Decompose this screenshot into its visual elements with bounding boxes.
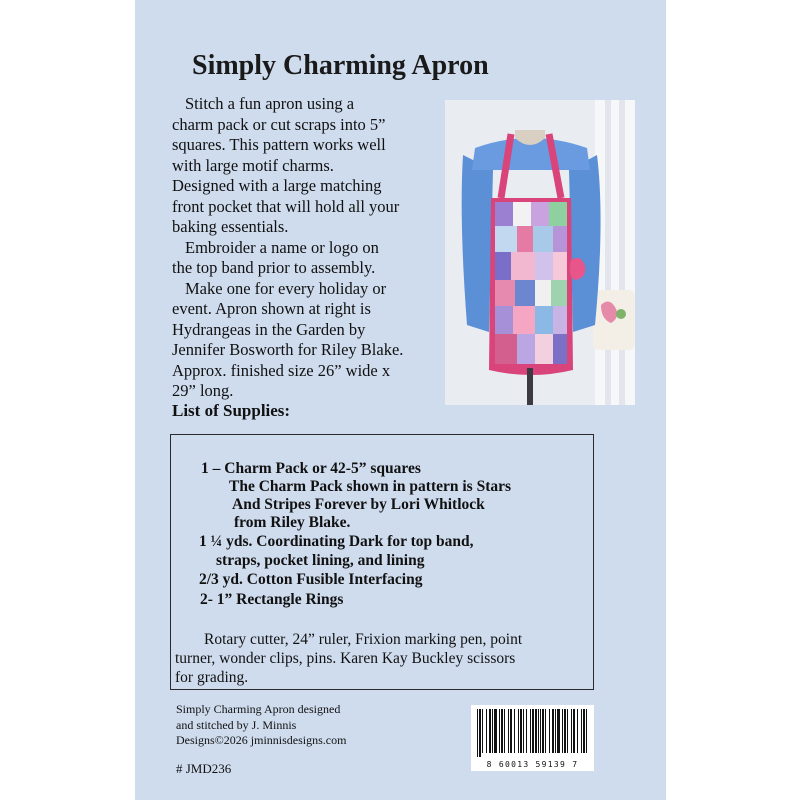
barcode-bar xyxy=(494,709,497,753)
supply-item: 2/3 yd. Cotton Fusible Interfacing xyxy=(199,571,423,588)
barcode-bar xyxy=(523,709,524,753)
barcode xyxy=(471,705,594,771)
tools-line: for grading. xyxy=(175,669,249,686)
designer-credit xyxy=(176,702,346,749)
tools-list xyxy=(172,630,592,687)
supply-item: And Stripes Forever by Lori Whitlock xyxy=(232,496,485,513)
barcode-bar xyxy=(535,709,537,753)
supply-item: 1 – Charm Pack or 42-5” squares xyxy=(201,460,421,477)
barcode-bar xyxy=(532,709,534,753)
barcode-bar xyxy=(586,709,587,753)
description-line: Hydrangeas in the Garden by xyxy=(172,319,366,339)
barcode-bar xyxy=(520,709,522,753)
credit-line: Simply Charming Apron designed xyxy=(176,702,341,716)
barcode-bar xyxy=(504,709,505,753)
description-line: 29” long. xyxy=(172,381,234,400)
barcode-bar xyxy=(557,709,560,753)
barcode-bar xyxy=(482,709,483,753)
supply-item: from Riley Blake. xyxy=(234,514,351,531)
barcode-bar xyxy=(549,709,550,753)
barcode-bar xyxy=(540,709,541,753)
supply-item: straps, pocket lining, and lining xyxy=(216,552,425,569)
barcode-bar xyxy=(501,709,503,753)
tools-line: turner, wonder clips, pins. Karen Kay Buckley scissors xyxy=(175,650,516,667)
credit-line: Designs©2026 jminnisdesigns.com xyxy=(176,733,347,747)
barcode-bar xyxy=(538,709,539,753)
description-line: front pocket that will hold all your xyxy=(172,196,400,216)
barcode-bar xyxy=(486,709,487,753)
barcode-bar xyxy=(477,709,478,757)
barcode-bar xyxy=(499,709,500,753)
barcode-bar xyxy=(530,709,531,753)
barcode-bar xyxy=(510,709,512,753)
supply-item: The Charm Pack shown in pattern is Stars xyxy=(229,478,512,495)
barcode-bar xyxy=(514,709,515,753)
barcode-bar xyxy=(542,709,544,753)
supply-item: 1 ¼ yds. Coordinating Dark for top band, xyxy=(199,533,474,550)
barcode-bar xyxy=(479,709,481,757)
barcode-bar xyxy=(492,709,493,753)
supplies-heading: List of Supplies: xyxy=(172,401,291,420)
description-line: the top band prior to assembly. xyxy=(172,258,376,277)
barcode-bar xyxy=(552,709,554,753)
description-line: Embroider a name or logo on xyxy=(185,237,379,257)
barcode-bar xyxy=(526,709,527,753)
description-line: Designed with a large matching xyxy=(172,176,382,195)
barcode-bar xyxy=(567,709,568,753)
product-code: # JMD236 xyxy=(176,761,232,776)
description-line: Jennifer Bosworth for Riley Blake. xyxy=(172,340,404,359)
pattern-description xyxy=(172,94,442,402)
barcode-bar xyxy=(508,709,509,753)
barcode-bar xyxy=(489,709,491,753)
description-line: event. Apron shown at right is xyxy=(172,299,371,318)
barcode-bar xyxy=(583,709,585,753)
barcode-bar xyxy=(545,709,546,753)
barcode-bar xyxy=(555,709,556,753)
barcode-bar xyxy=(577,709,578,753)
barcode-bar xyxy=(562,709,563,753)
barcode-bar xyxy=(573,709,575,753)
description-line: Make one for every holiday or xyxy=(185,278,387,298)
description-line: Stitch a fun apron using a xyxy=(185,94,355,113)
credit-line: and stitched by J. Minnis xyxy=(176,717,297,732)
supply-item: 2- 1” Rectangle Rings xyxy=(200,591,344,608)
barcode-bar xyxy=(581,709,582,753)
barcode-bar xyxy=(564,709,566,753)
apron-photo xyxy=(445,100,635,405)
description-line: with large motif charms. xyxy=(172,155,334,175)
barcode-bar xyxy=(518,709,519,753)
description-line: squares. This pattern works well xyxy=(172,135,386,154)
barcode-bar xyxy=(571,709,572,753)
description-line: charm pack or cut scraps into 5” xyxy=(172,114,386,134)
description-line: Approx. finished size 26” wide x xyxy=(172,360,391,380)
tools-line: Rotary cutter, 24” ruler, Frixion marking pen, point xyxy=(204,631,523,648)
barcode-bars xyxy=(471,705,594,759)
barcode-number: 8 60013 59139 7 xyxy=(486,760,579,769)
description-line: baking essentials. xyxy=(172,217,289,236)
pattern-title: Simply Charming Apron xyxy=(192,50,489,81)
